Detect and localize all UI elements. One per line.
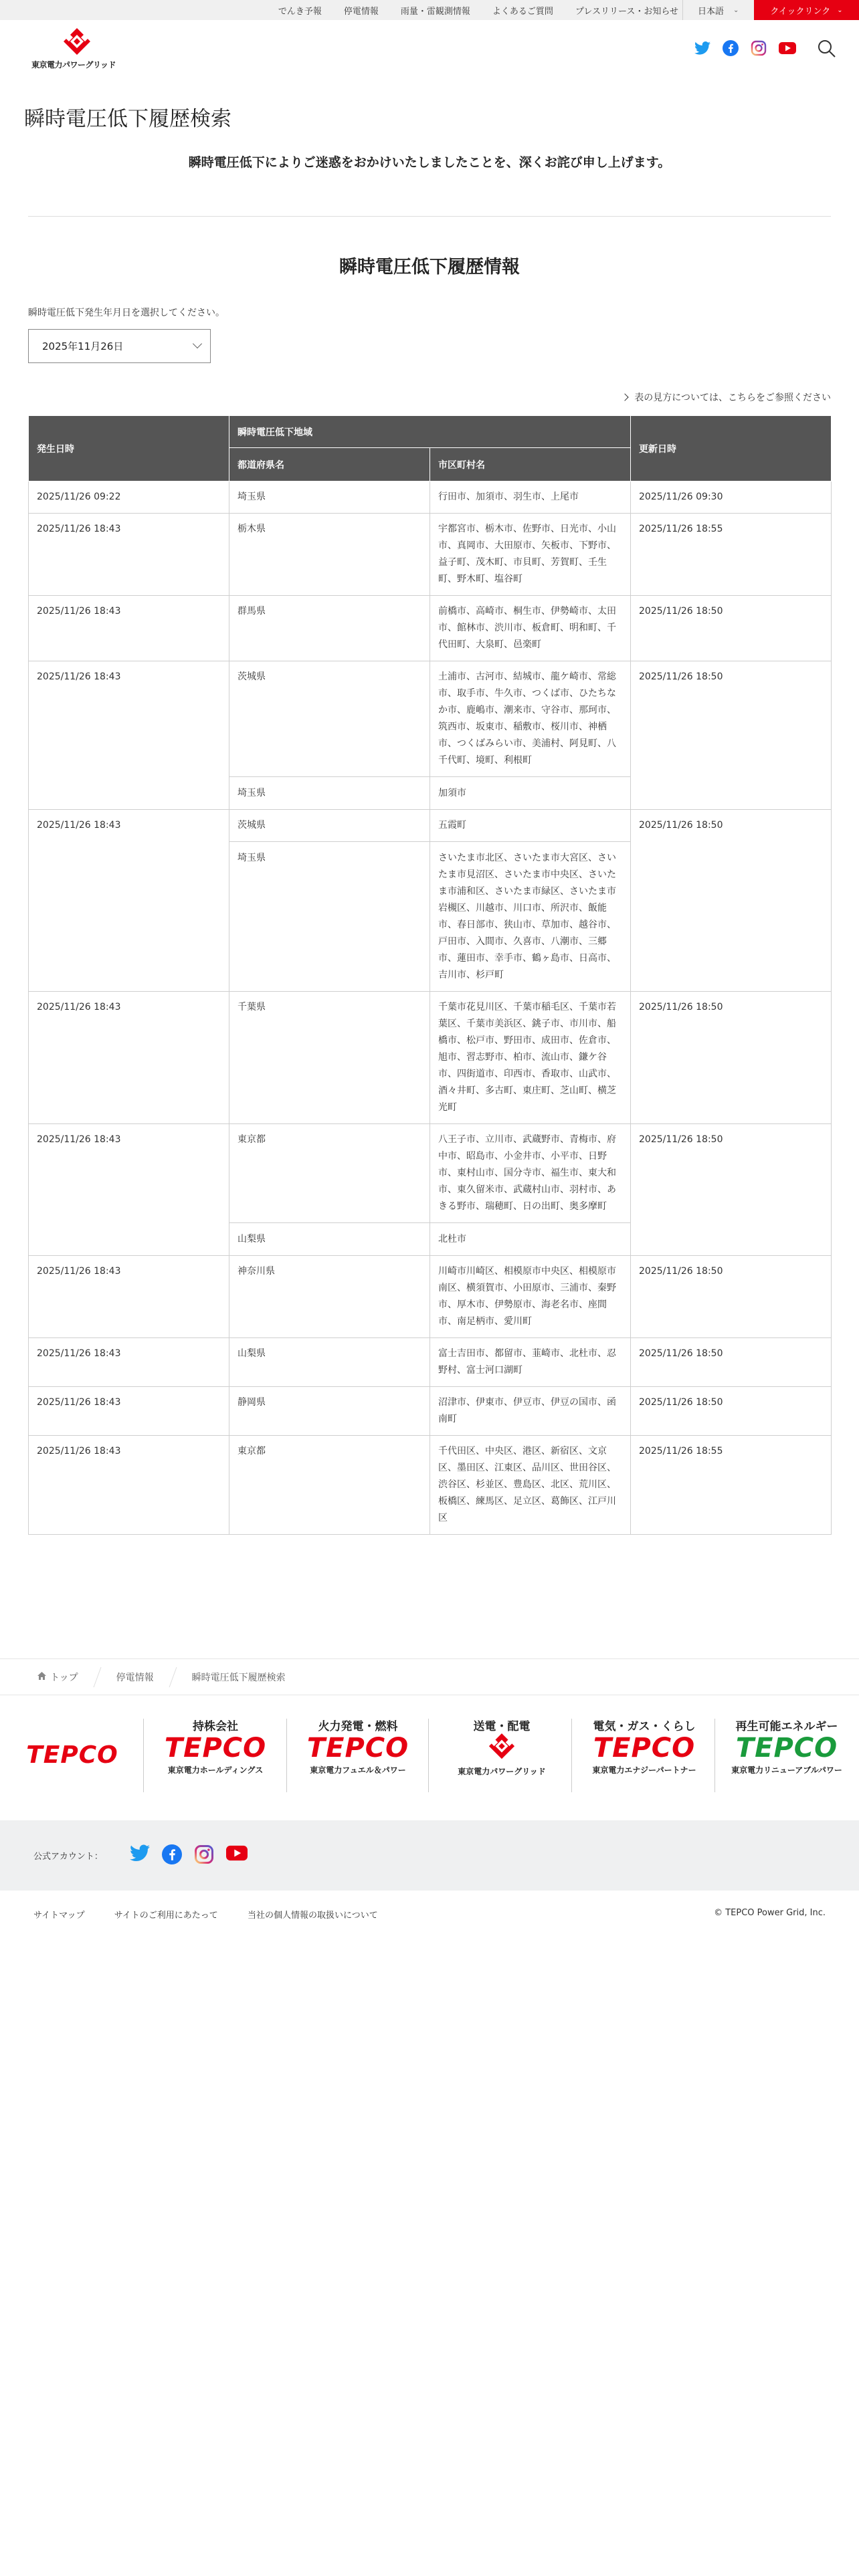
prefecture-cell: 東京都 bbox=[229, 1124, 430, 1223]
table-row bbox=[29, 1436, 832, 1535]
header-city: 市区町村名 bbox=[430, 448, 631, 481]
logo-mark-icon bbox=[482, 1733, 522, 1761]
group-divider bbox=[571, 1719, 572, 1792]
occurred-cell: 2025/11/26 18:43 bbox=[29, 1124, 229, 1256]
group-renewable[interactable] bbox=[721, 1717, 852, 1790]
logo-text: 東京電力パワーグリッド bbox=[31, 60, 116, 70]
group-divider bbox=[428, 1719, 429, 1792]
group-fuel-power[interactable] bbox=[294, 1717, 421, 1790]
group-title: 火力発電・燃料 bbox=[318, 1720, 398, 1733]
util-link-teiden[interactable]: 停電情報 bbox=[343, 6, 379, 17]
occurred-cell: 2025/11/26 18:43 bbox=[29, 514, 229, 596]
date-select[interactable] bbox=[28, 329, 211, 363]
official-accounts bbox=[0, 1820, 859, 1891]
accounts-icons bbox=[130, 1844, 260, 1867]
table-row bbox=[29, 661, 832, 777]
city-cell: 宇都宮市、栃木市、佐野市、日光市、小山市、真岡市、大田原市、矢板市、下野市、益子町、茂木町、市貝町、芳賀町、壬生町、野木町、塩谷町 bbox=[430, 514, 631, 596]
twitter-icon[interactable] bbox=[130, 1844, 150, 1867]
site-footer bbox=[0, 1891, 859, 1937]
chevron-down-icon: ⌄ bbox=[733, 6, 739, 14]
header-social bbox=[694, 40, 808, 59]
group-title: 送電・配電 bbox=[473, 1720, 531, 1733]
language-label: 日本語 bbox=[698, 6, 725, 17]
divider bbox=[28, 216, 831, 217]
apology-message: 瞬時電圧低下によりご迷惑をおかけいたしましたことを、深くお詫び申し上げます。 bbox=[188, 155, 671, 170]
prefecture-cell: 千葉県 bbox=[229, 992, 430, 1124]
table-row bbox=[29, 596, 832, 661]
occurred-cell: 2025/11/26 18:43 bbox=[29, 1387, 229, 1436]
city-cell: 沼津市、伊東市、伊豆市、伊豆の国市、函南町 bbox=[430, 1387, 631, 1436]
prefecture-cell: 埼玉県 bbox=[229, 842, 430, 992]
quicklink-button[interactable] bbox=[754, 0, 859, 20]
group-divider bbox=[714, 1719, 715, 1792]
city-cell: 千葉市花見川区、千葉市稲毛区、千葉市若葉区、千葉市美浜区、銚子市、市川市、船橋市、松戸市、野田市、成田市、佐倉市、旭市、習志野市、柏市、流山市、鎌ケ谷市、四街道市、印西市、香取市、山武市、酒々井町、多古町、東庄町、芝山町、横芝光町 bbox=[430, 992, 631, 1124]
youtube-icon[interactable] bbox=[779, 41, 796, 58]
city-cell: 川崎市川崎区、相模原市中央区、相模原市南区、横須賀市、小田原市、三浦市、秦野市、厚木市、伊勢原市、海老名市、座間市、南足柄市、愛川町 bbox=[430, 1256, 631, 1338]
prefecture-cell: 山梨県 bbox=[229, 1338, 430, 1387]
occurred-cell: 2025/11/26 18:43 bbox=[29, 596, 229, 661]
updated-cell: 2025/11/26 18:50 bbox=[631, 810, 832, 992]
twitter-icon[interactable] bbox=[694, 41, 710, 58]
chevron-down-icon bbox=[193, 339, 202, 348]
group-title: 持株会社 bbox=[193, 1720, 238, 1733]
group-title: 電気・ガス・くらし bbox=[593, 1720, 696, 1733]
city-cell: 前橋市、高崎市、桐生市、伊勢崎市、太田市、館林市、渋川市、板倉町、明和町、千代田町、大泉町、邑楽町 bbox=[430, 596, 631, 661]
group-company-name: 東京電力リニューアブルパワー bbox=[731, 1765, 842, 1775]
occurred-cell: 2025/11/26 18:43 bbox=[29, 992, 229, 1124]
group-company-name: 東京電力ホールディングス bbox=[167, 1765, 264, 1775]
prefecture-cell: 神奈川県 bbox=[229, 1256, 430, 1338]
company-logo[interactable] bbox=[31, 28, 118, 75]
table-help-link-label: 表の見方については、こちらをご参照ください bbox=[634, 393, 831, 403]
city-cell: 千代田区、中央区、港区、新宿区、文京区、墨田区、江東区、品川区、世田谷区、渋谷区、杉並区、豊島区、北区、荒川区、板橋区、練馬区、足立区、葛飾区、江戸川区 bbox=[430, 1436, 631, 1535]
prefecture-cell: 群馬県 bbox=[229, 596, 430, 661]
utility-bar bbox=[0, 0, 859, 20]
prefecture-cell: 茨城県 bbox=[229, 661, 430, 777]
home-icon bbox=[37, 1672, 46, 1683]
table-row bbox=[29, 1124, 832, 1223]
group-tepco-main[interactable] bbox=[25, 1741, 119, 1814]
chevron-down-icon: ⌄ bbox=[837, 6, 843, 14]
group-title: 再生可能エネルギー bbox=[735, 1720, 838, 1733]
instagram-icon[interactable] bbox=[194, 1844, 214, 1867]
header-updated: 更新日時 bbox=[631, 416, 832, 481]
table-row bbox=[29, 481, 832, 514]
quicklink-label: クイックリンク bbox=[770, 6, 831, 17]
footer-links bbox=[33, 1908, 405, 1921]
prefecture-cell: 茨城県 bbox=[229, 810, 430, 842]
updated-cell: 2025/11/26 18:50 bbox=[631, 1256, 832, 1338]
occurred-cell: 2025/11/26 18:43 bbox=[29, 810, 229, 992]
updated-cell: 2025/11/26 18:55 bbox=[631, 514, 832, 596]
table-row bbox=[29, 514, 832, 596]
occurred-cell: 2025/11/26 09:22 bbox=[29, 481, 229, 514]
updated-cell: 2025/11/26 18:55 bbox=[631, 1436, 832, 1535]
breadcrumb-separator bbox=[169, 1667, 177, 1687]
table-row bbox=[29, 1387, 832, 1436]
group-company-name: 東京電力エナジーパートナー bbox=[592, 1765, 696, 1775]
updated-cell: 2025/11/26 18:50 bbox=[631, 992, 832, 1124]
updated-cell: 2025/11/26 18:50 bbox=[631, 596, 832, 661]
city-cell: 北杜市 bbox=[430, 1223, 631, 1256]
footer-link-sitemap[interactable]: サイトマップ bbox=[33, 1911, 85, 1921]
updated-cell: 2025/11/26 18:50 bbox=[631, 1124, 832, 1256]
facebook-icon[interactable] bbox=[162, 1844, 182, 1867]
table-row bbox=[29, 810, 832, 842]
page-title: 瞬時電圧低下履歴検索 bbox=[24, 107, 231, 131]
city-cell: 行田市、加須市、羽生市、上尾市 bbox=[430, 481, 631, 514]
table-row bbox=[29, 1256, 832, 1338]
search-icon[interactable] bbox=[817, 39, 837, 59]
chevron-right-icon bbox=[622, 393, 629, 401]
group-companies bbox=[0, 1702, 859, 1799]
footer-link-privacy[interactable]: 当社の個人情報の取扱いについて bbox=[247, 1911, 378, 1921]
group-company-name: 東京電力パワーグリッド bbox=[458, 1767, 546, 1776]
prefecture-cell: 埼玉県 bbox=[229, 777, 430, 810]
breadcrumb-separator bbox=[93, 1667, 101, 1687]
facebook-icon[interactable] bbox=[723, 40, 739, 59]
youtube-icon[interactable] bbox=[226, 1844, 248, 1867]
group-divider bbox=[143, 1719, 144, 1792]
city-cell: 加須市 bbox=[430, 777, 631, 810]
occurred-cell: 2025/11/26 18:43 bbox=[29, 1436, 229, 1535]
tepco-logo: TEPCO bbox=[593, 1733, 696, 1763]
prefecture-cell: 埼玉県 bbox=[229, 481, 430, 514]
history-table bbox=[28, 415, 832, 1535]
table-help-link[interactable] bbox=[622, 391, 831, 404]
date-select-value: 2025年11月26日 bbox=[42, 340, 124, 352]
logo-mark-icon bbox=[58, 28, 96, 58]
prefecture-cell: 東京都 bbox=[229, 1436, 430, 1535]
occurred-cell: 2025/11/26 18:43 bbox=[29, 661, 229, 810]
city-cell: 五霞町 bbox=[430, 810, 631, 842]
breadcrumb bbox=[0, 1658, 859, 1695]
city-cell: 富士吉田市、都留市、韮崎市、北杜市、忍野村、富士河口湖町 bbox=[430, 1338, 631, 1387]
updated-cell: 2025/11/26 18:50 bbox=[631, 1338, 832, 1387]
instagram-icon[interactable] bbox=[751, 40, 767, 59]
header-prefecture: 都道府県名 bbox=[229, 448, 430, 481]
group-holdings[interactable] bbox=[155, 1717, 276, 1790]
table-header-row bbox=[29, 416, 832, 448]
prefecture-cell: 静岡県 bbox=[229, 1387, 430, 1436]
occurred-cell: 2025/11/26 18:43 bbox=[29, 1338, 229, 1387]
utility-links bbox=[256, 0, 678, 20]
occurred-cell: 2025/11/26 18:43 bbox=[29, 1256, 229, 1338]
group-divider bbox=[286, 1719, 287, 1792]
tepco-logo: TEPCO bbox=[164, 1733, 267, 1763]
group-energy-partner[interactable] bbox=[581, 1717, 708, 1790]
table-row bbox=[29, 992, 832, 1124]
city-cell: 八王子市、立川市、武蔵野市、青梅市、府中市、昭島市、小金井市、小平市、日野市、東村山市、国分寺市、福生市、東大和市、東久留米市、武蔵村山市、羽村市、あきる野市、瑞穂町、日の出町、奥多摩町 bbox=[430, 1124, 631, 1223]
city-cell: さいたま市北区、さいたま市大宮区、さいたま市見沼区、さいたま市中央区、さいたま市浦和区、さいたま市緑区、さいたま市岩槻区、川越市、川口市、所沢市、飯能市、春日部市、狭山市、草加市、越谷市、戸田市、入間市、久喜市、八潮市、三郷市、蓮田市、幸手市、鶴ヶ島市、日高市、吉川市、杉戸町 bbox=[430, 842, 631, 992]
util-link-press[interactable]: プレスリリース・お知らせ bbox=[575, 6, 678, 17]
accounts-label: 公式アカウント： bbox=[33, 1852, 103, 1862]
site-header bbox=[0, 20, 859, 80]
section-title: 瞬時電圧低下履歴情報 bbox=[339, 257, 520, 278]
language-select[interactable] bbox=[682, 0, 753, 20]
util-link-rain[interactable]: 雨量・雷観測情報 bbox=[400, 6, 470, 17]
util-link-denki-yoho[interactable]: でんき予報 bbox=[278, 6, 322, 17]
breadcrumb-current: 瞬時電圧低下履歴検索 bbox=[191, 1672, 286, 1683]
util-link-faq[interactable]: よくあるご質問 bbox=[492, 6, 553, 17]
group-power-grid[interactable] bbox=[438, 1717, 565, 1790]
group-company-name: 東京電力フュエル＆パワー bbox=[310, 1765, 406, 1775]
updated-cell: 2025/11/26 18:50 bbox=[631, 661, 832, 810]
breadcrumb-teiden[interactable]: 停電情報 bbox=[116, 1672, 154, 1683]
tepco-logo: TEPCO bbox=[735, 1733, 838, 1763]
prefecture-cell: 山梨県 bbox=[229, 1223, 430, 1256]
tepco-logo: TEPCO bbox=[26, 1741, 118, 1769]
footer-link-terms[interactable]: サイトのご利用にあたって bbox=[114, 1911, 218, 1921]
updated-cell: 2025/11/26 18:50 bbox=[631, 1387, 832, 1436]
tepco-logo: TEPCO bbox=[306, 1733, 409, 1763]
updated-cell: 2025/11/26 09:30 bbox=[631, 481, 832, 514]
header-area: 瞬時電圧低下地域 bbox=[229, 416, 631, 448]
copyright: © TEPCO Power Grid, Inc. bbox=[714, 1908, 826, 1918]
table-row bbox=[29, 1338, 832, 1387]
breadcrumb-top[interactable]: トップ bbox=[50, 1672, 78, 1683]
date-select-label: 瞬時電圧低下発生年月日を選択してください。 bbox=[28, 308, 225, 318]
city-cell: 土浦市、古河市、結城市、龍ケ崎市、常総市、取手市、牛久市、つくば市、ひたちなか市、鹿嶋市、潮来市、守谷市、那珂市、筑西市、坂東市、稲敷市、桜川市、神栖市、つくばみらい市、美浦村、阿見町、八千代町、境町、利根町 bbox=[430, 661, 631, 777]
header-occurred: 発生日時 bbox=[29, 416, 229, 481]
prefecture-cell: 栃木県 bbox=[229, 514, 430, 596]
